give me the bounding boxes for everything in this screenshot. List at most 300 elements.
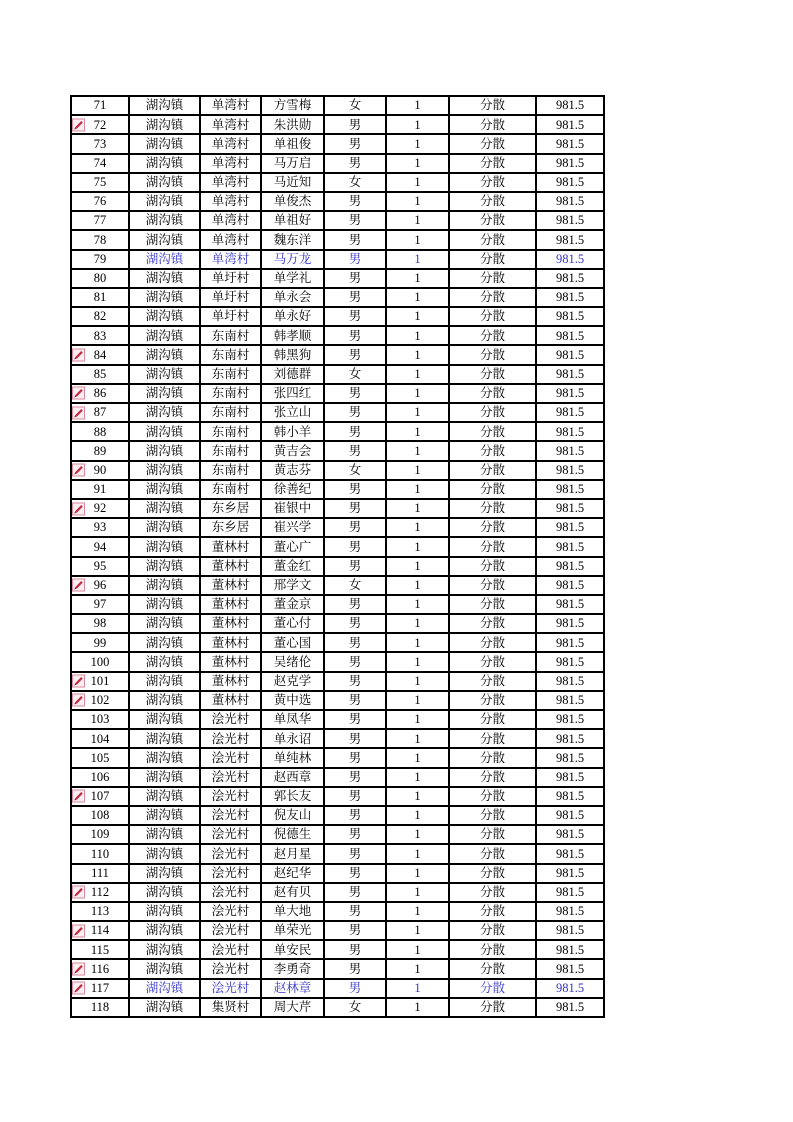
- row-number-cell: [71, 921, 129, 940]
- distribution-cell-text: 分散: [479, 769, 505, 784]
- gender-cell-text: 男: [348, 232, 362, 247]
- distribution-cell: [449, 652, 536, 671]
- row-number-cell: [71, 883, 129, 902]
- village-cell-text: 单圩村: [211, 290, 250, 305]
- amount-cell: [536, 672, 604, 691]
- village-cell-text: 东南村: [211, 366, 250, 381]
- amount-cell-text: 981.5: [555, 731, 585, 746]
- row-number-cell-text: 105: [90, 750, 110, 765]
- name-cell-text: 赵克学: [273, 673, 312, 688]
- town-cell-text: 湖沟镇: [145, 98, 184, 113]
- village-cell: [200, 173, 261, 192]
- count-cell: [386, 557, 449, 576]
- town-cell-text: 湖沟镇: [145, 885, 184, 900]
- count-cell: [386, 173, 449, 192]
- amount-cell-text: 981.5: [555, 290, 585, 305]
- distribution-cell: [449, 173, 536, 192]
- town-cell: [129, 729, 200, 748]
- town-cell-text: 湖沟镇: [145, 673, 184, 688]
- name-cell-text: 张四红: [273, 386, 312, 401]
- distribution-cell: [449, 691, 536, 710]
- row-number-cell-text: 102: [90, 693, 110, 708]
- count-cell-text: 1: [414, 271, 421, 286]
- roster-table: [70, 95, 605, 1018]
- amount-cell: [536, 365, 604, 384]
- distribution-cell: [449, 729, 536, 748]
- distribution-cell-text: 分散: [479, 366, 505, 381]
- name-cell: [261, 825, 324, 844]
- distribution-cell: [449, 154, 536, 173]
- gender-cell-text: 男: [348, 251, 362, 266]
- village-cell-text: 东乡居: [211, 520, 250, 535]
- gender-cell-text: 男: [348, 271, 362, 286]
- amount-cell: [536, 633, 604, 652]
- distribution-cell-text: 分散: [479, 865, 505, 880]
- distribution-cell-text: 分散: [479, 693, 505, 708]
- town-cell: [129, 768, 200, 787]
- village-cell: [200, 326, 261, 345]
- count-cell: [386, 633, 449, 652]
- distribution-cell-text: 分散: [479, 539, 505, 554]
- gender-cell: [324, 864, 386, 883]
- count-cell-text: 1: [414, 405, 421, 420]
- count-cell-text: 1: [414, 309, 421, 324]
- distribution-cell: [449, 403, 536, 422]
- distribution-cell: [449, 461, 536, 480]
- count-cell-text: 1: [414, 808, 421, 823]
- row-number-cell-text: 91: [93, 482, 107, 497]
- gender-cell: [324, 154, 386, 173]
- village-cell: [200, 729, 261, 748]
- count-cell-text: 1: [414, 846, 421, 861]
- village-cell: [200, 864, 261, 883]
- table-row: [71, 595, 604, 614]
- name-cell-text: 单祖俊: [273, 136, 312, 151]
- row-number-cell: [71, 96, 129, 115]
- edit-pencil-icon: [72, 349, 85, 362]
- name-cell-text: 倪友山: [273, 808, 312, 823]
- count-cell-text: 1: [414, 386, 421, 401]
- row-number-cell-text: 86: [93, 386, 107, 401]
- gender-cell-text: 男: [348, 501, 362, 516]
- gender-cell-text: 男: [348, 482, 362, 497]
- row-number-cell-text: 90: [93, 462, 107, 477]
- row-number-cell: [71, 576, 129, 595]
- table-row: [71, 211, 604, 230]
- name-cell-text: 单安民: [273, 942, 312, 957]
- amount-cell-text: 981.5: [555, 885, 585, 900]
- row-number-cell-text: 107: [90, 789, 110, 804]
- village-cell: [200, 748, 261, 767]
- row-number-cell: [71, 288, 129, 307]
- count-cell: [386, 422, 449, 441]
- gender-cell-text: 男: [348, 194, 362, 209]
- town-cell-text: 湖沟镇: [145, 654, 184, 669]
- name-cell-text: 董心国: [273, 635, 312, 650]
- distribution-cell-text: 分散: [479, 885, 505, 900]
- name-cell-text: 马万龙: [273, 251, 312, 266]
- distribution-cell-text: 分散: [479, 117, 505, 132]
- village-cell: [200, 422, 261, 441]
- distribution-cell-text: 分散: [479, 923, 505, 938]
- edit-pencil-icon: [72, 118, 85, 131]
- distribution-cell-text: 分散: [479, 328, 505, 343]
- amount-cell: [536, 250, 604, 269]
- name-cell-text: 魏东洋: [273, 232, 312, 247]
- amount-cell: [536, 441, 604, 460]
- table-row: [71, 518, 604, 537]
- row-number-cell: [71, 691, 129, 710]
- gender-cell-text: 男: [348, 846, 362, 861]
- gender-cell: [324, 365, 386, 384]
- town-cell-text: 湖沟镇: [145, 232, 184, 247]
- gender-cell: [324, 307, 386, 326]
- village-cell-text: 董林村: [211, 635, 250, 650]
- gender-cell-text: 男: [348, 904, 362, 919]
- count-cell-text: 1: [414, 443, 421, 458]
- distribution-cell: [449, 480, 536, 499]
- amount-cell: [536, 403, 604, 422]
- village-cell: [200, 806, 261, 825]
- row-number-cell: [71, 940, 129, 959]
- name-cell-text: 韩孝顺: [273, 328, 312, 343]
- edit-pencil-icon: [72, 675, 85, 688]
- row-number-cell: [71, 614, 129, 633]
- name-cell-text: 崔银中: [273, 501, 312, 516]
- town-cell-text: 湖沟镇: [145, 808, 184, 823]
- village-cell: [200, 518, 261, 537]
- distribution-cell: [449, 115, 536, 134]
- distribution-cell: [449, 269, 536, 288]
- distribution-cell: [449, 844, 536, 863]
- gender-cell: [324, 844, 386, 863]
- count-cell-text: 1: [414, 885, 421, 900]
- name-cell-text: 张立山: [273, 405, 312, 420]
- row-number-cell: [71, 864, 129, 883]
- distribution-cell-text: 分散: [479, 731, 505, 746]
- village-cell-text: 单湾村: [211, 175, 250, 190]
- amount-cell: [536, 806, 604, 825]
- edit-pencil-icon: [72, 387, 85, 400]
- name-cell: [261, 192, 324, 211]
- gender-cell-text: 男: [348, 597, 362, 612]
- gender-cell: [324, 173, 386, 192]
- name-cell-text: 单荣光: [273, 923, 312, 938]
- town-cell-text: 湖沟镇: [145, 769, 184, 784]
- town-cell: [129, 883, 200, 902]
- row-number-cell-text: 74: [93, 155, 107, 170]
- table-row: [71, 864, 604, 883]
- village-cell: [200, 844, 261, 863]
- table-row: [71, 979, 604, 998]
- village-cell: [200, 250, 261, 269]
- town-cell-text: 湖沟镇: [145, 578, 184, 593]
- distribution-cell-text: 分散: [479, 827, 505, 842]
- row-number-cell-text: 77: [93, 213, 107, 228]
- distribution-cell-text: 分散: [479, 520, 505, 535]
- gender-cell-text: 男: [348, 885, 362, 900]
- row-number-cell-text: 114: [90, 923, 110, 938]
- name-cell: [261, 806, 324, 825]
- town-cell: [129, 557, 200, 576]
- town-cell: [129, 537, 200, 556]
- gender-cell-text: 男: [348, 693, 362, 708]
- table-row: [71, 825, 604, 844]
- row-number-cell-text: 87: [93, 405, 107, 420]
- town-cell-text: 湖沟镇: [145, 539, 184, 554]
- row-number-cell: [71, 768, 129, 787]
- town-cell: [129, 173, 200, 192]
- village-cell-text: 单湾村: [211, 98, 250, 113]
- distribution-cell: [449, 365, 536, 384]
- distribution-cell: [449, 557, 536, 576]
- name-cell: [261, 768, 324, 787]
- row-number-cell: [71, 461, 129, 480]
- name-cell-text: 韩小羊: [273, 424, 312, 439]
- amount-cell-text: 981.5: [555, 424, 585, 439]
- gender-cell: [324, 211, 386, 230]
- name-cell: [261, 345, 324, 364]
- town-cell-text: 湖沟镇: [145, 865, 184, 880]
- gender-cell-text: 女: [348, 98, 362, 113]
- town-cell-text: 湖沟镇: [145, 290, 184, 305]
- town-cell: [129, 154, 200, 173]
- village-cell-text: 单湾村: [211, 251, 250, 266]
- count-cell-text: 1: [414, 251, 421, 266]
- gender-cell-text: 男: [348, 309, 362, 324]
- amount-cell: [536, 345, 604, 364]
- gender-cell-text: 男: [348, 386, 362, 401]
- amount-cell-text: 981.5: [555, 347, 585, 362]
- distribution-cell-text: 分散: [479, 597, 505, 612]
- row-number-cell-text: 111: [91, 865, 109, 880]
- amount-cell-text: 981.5: [555, 961, 585, 976]
- count-cell-text: 1: [414, 865, 421, 880]
- table-row: [71, 269, 604, 288]
- name-cell: [261, 537, 324, 556]
- row-number-cell-text: 103: [90, 712, 110, 727]
- town-cell-text: 湖沟镇: [145, 251, 184, 266]
- distribution-cell-text: 分散: [479, 750, 505, 765]
- village-cell-text: 浍光村: [211, 789, 250, 804]
- town-cell: [129, 461, 200, 480]
- gender-cell-text: 男: [348, 405, 362, 420]
- town-cell: [129, 691, 200, 710]
- edit-pencil-icon: [72, 963, 85, 976]
- row-number-cell-text: 116: [90, 961, 110, 976]
- distribution-cell-text: 分散: [479, 904, 505, 919]
- count-cell: [386, 614, 449, 633]
- village-cell-text: 浍光村: [211, 904, 250, 919]
- name-cell: [261, 748, 324, 767]
- distribution-cell-text: 分散: [479, 232, 505, 247]
- amount-cell-text: 981.5: [555, 328, 585, 343]
- table-row: [71, 633, 604, 652]
- amount-cell: [536, 134, 604, 153]
- count-cell-text: 1: [414, 194, 421, 209]
- gender-cell: [324, 192, 386, 211]
- row-number-cell: [71, 748, 129, 767]
- gender-cell-text: 女: [348, 578, 362, 593]
- gender-cell-text: 男: [348, 117, 362, 132]
- distribution-cell: [449, 633, 536, 652]
- count-cell: [386, 230, 449, 249]
- count-cell-text: 1: [414, 693, 421, 708]
- table-row: [71, 959, 604, 978]
- count-cell: [386, 576, 449, 595]
- count-cell: [386, 499, 449, 518]
- village-cell: [200, 384, 261, 403]
- village-cell: [200, 557, 261, 576]
- gender-cell: [324, 595, 386, 614]
- row-number-cell: [71, 307, 129, 326]
- town-cell: [129, 633, 200, 652]
- gender-cell: [324, 614, 386, 633]
- village-cell-text: 东南村: [211, 347, 250, 362]
- village-cell-text: 浍光村: [211, 808, 250, 823]
- village-cell-text: 浍光村: [211, 923, 250, 938]
- row-number-cell-text: 81: [93, 290, 107, 305]
- amount-cell: [536, 940, 604, 959]
- town-cell-text: 湖沟镇: [145, 731, 184, 746]
- distribution-cell: [449, 230, 536, 249]
- amount-cell: [536, 921, 604, 940]
- row-number-cell-text: 112: [90, 885, 110, 900]
- count-cell-text: 1: [414, 616, 421, 631]
- amount-cell-text: 981.5: [555, 693, 585, 708]
- village-cell: [200, 787, 261, 806]
- name-cell: [261, 557, 324, 576]
- amount-cell-text: 981.5: [555, 789, 585, 804]
- name-cell-text: 郭长友: [273, 789, 312, 804]
- table-row: [71, 96, 604, 115]
- edit-pencil-icon: [72, 886, 85, 899]
- distribution-cell-text: 分散: [479, 136, 505, 151]
- row-number-cell: [71, 326, 129, 345]
- amount-cell: [536, 480, 604, 499]
- town-cell-text: 湖沟镇: [145, 693, 184, 708]
- row-number-cell-text: 84: [93, 347, 107, 362]
- count-cell-text: 1: [414, 673, 421, 688]
- name-cell: [261, 480, 324, 499]
- roster-table-body: [71, 96, 604, 1017]
- row-number-cell: [71, 250, 129, 269]
- town-cell: [129, 959, 200, 978]
- village-cell: [200, 633, 261, 652]
- name-cell: [261, 902, 324, 921]
- distribution-cell: [449, 537, 536, 556]
- village-cell-text: 东南村: [211, 482, 250, 497]
- row-number-cell-text: 76: [93, 194, 107, 209]
- village-cell: [200, 403, 261, 422]
- gender-cell: [324, 269, 386, 288]
- edit-pencil-icon: [72, 694, 85, 707]
- distribution-cell: [449, 672, 536, 691]
- town-cell-text: 湖沟镇: [145, 194, 184, 209]
- town-cell: [129, 365, 200, 384]
- village-cell-text: 浍光村: [211, 750, 250, 765]
- gender-cell: [324, 979, 386, 998]
- town-cell-text: 湖沟镇: [145, 789, 184, 804]
- distribution-cell: [449, 902, 536, 921]
- gender-cell: [324, 384, 386, 403]
- gender-cell: [324, 825, 386, 844]
- distribution-cell: [449, 345, 536, 364]
- name-cell: [261, 288, 324, 307]
- distribution-cell-text: 分散: [479, 789, 505, 804]
- count-cell: [386, 345, 449, 364]
- town-cell-text: 湖沟镇: [145, 271, 184, 286]
- count-cell: [386, 672, 449, 691]
- name-cell: [261, 115, 324, 134]
- count-cell-text: 1: [414, 654, 421, 669]
- name-cell-text: 董心付: [273, 616, 312, 631]
- village-cell-text: 浍光村: [211, 827, 250, 842]
- count-cell: [386, 384, 449, 403]
- town-cell-text: 湖沟镇: [145, 942, 184, 957]
- name-cell-text: 崔兴学: [273, 520, 312, 535]
- table-row: [71, 940, 604, 959]
- table-row: [71, 729, 604, 748]
- name-cell: [261, 998, 324, 1017]
- count-cell-text: 1: [414, 501, 421, 516]
- distribution-cell-text: 分散: [479, 424, 505, 439]
- town-cell-text: 湖沟镇: [145, 309, 184, 324]
- village-cell: [200, 883, 261, 902]
- town-cell-text: 湖沟镇: [145, 155, 184, 170]
- village-cell-text: 东南村: [211, 405, 250, 420]
- gender-cell-text: 男: [348, 347, 362, 362]
- village-cell-text: 单湾村: [211, 155, 250, 170]
- gender-cell: [324, 748, 386, 767]
- row-number-cell-text: 75: [93, 175, 107, 190]
- name-cell-text: 马万启: [273, 155, 312, 170]
- gender-cell-text: 女: [348, 1000, 362, 1015]
- gender-cell-text: 男: [348, 136, 362, 151]
- row-number-cell-text: 80: [93, 271, 107, 286]
- edit-pencil-icon: [72, 406, 85, 419]
- name-cell-text: 周大芹: [273, 1000, 312, 1015]
- gender-cell-text: 男: [348, 808, 362, 823]
- village-cell: [200, 921, 261, 940]
- row-number-cell: [71, 518, 129, 537]
- table-row: [71, 250, 604, 269]
- distribution-cell: [449, 614, 536, 633]
- village-cell: [200, 307, 261, 326]
- town-cell-text: 湖沟镇: [145, 635, 184, 650]
- count-cell-text: 1: [414, 942, 421, 957]
- distribution-cell: [449, 806, 536, 825]
- gender-cell-text: 男: [348, 712, 362, 727]
- distribution-cell: [449, 825, 536, 844]
- amount-cell: [536, 269, 604, 288]
- gender-cell: [324, 672, 386, 691]
- table-row: [71, 499, 604, 518]
- distribution-cell-text: 分散: [479, 213, 505, 228]
- table-row: [71, 154, 604, 173]
- table-row: [71, 806, 604, 825]
- amount-cell-text: 981.5: [555, 1000, 585, 1015]
- count-cell-text: 1: [414, 578, 421, 593]
- gender-cell: [324, 883, 386, 902]
- row-number-cell: [71, 269, 129, 288]
- count-cell: [386, 998, 449, 1017]
- name-cell: [261, 979, 324, 998]
- distribution-cell: [449, 787, 536, 806]
- gender-cell-text: 男: [348, 155, 362, 170]
- count-cell: [386, 403, 449, 422]
- table-row: [71, 921, 604, 940]
